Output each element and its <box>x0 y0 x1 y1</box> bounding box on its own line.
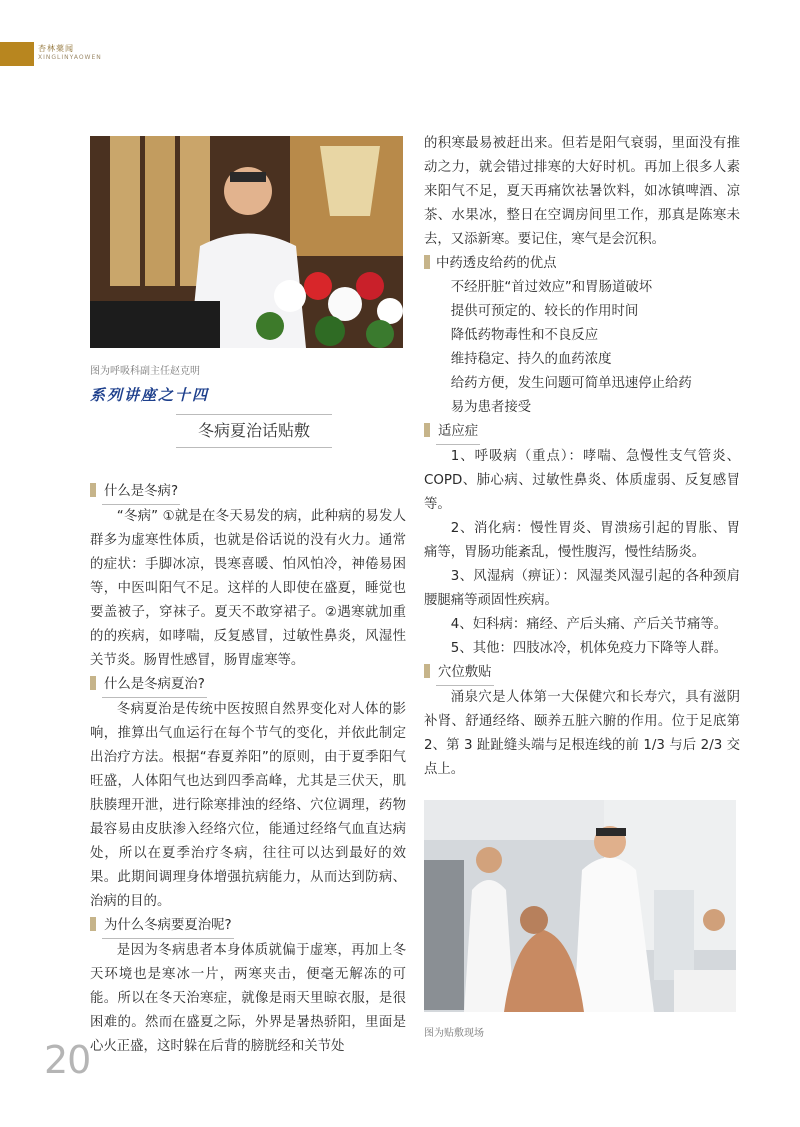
lecture-photo <box>90 136 403 348</box>
article-title: 冬病夏治话贴敷 <box>176 414 332 448</box>
list-item: 提供可预定的、较长的作用时间 <box>450 304 639 319</box>
list-item: 5、其他：四肢冰冷，机体免疫力下降等人群。 <box>450 641 728 656</box>
paragraph: 是因为冬病患者本身体质就偏于虚寒，再加上冬天环境也是寒冰一片，两寒夹击，便毫无解冻的可能。所以在冬天治寒症，就像是雨天里晾衣服，是很困难的。然而在盛夏之际，外界是暑热骄阳，里面是心火正盛，这时躲在后背的膀胱经和关节处 <box>90 943 406 1054</box>
heading-marker <box>424 664 430 678</box>
header-color-bar <box>0 42 34 66</box>
right-column <box>424 132 740 782</box>
list-item: 3、风湿病（痹证）：风湿类风湿引起的各种颈肩腰腿痛等顽固性疾病。 <box>424 569 740 608</box>
heading-marker <box>424 423 430 437</box>
section-heading: 什么是冬病夏治? <box>90 673 406 698</box>
list-item: 维持稳定、持久的血药浓度 <box>450 352 612 367</box>
magazine-name: 杏林薬闻 <box>38 44 74 53</box>
section-heading: 为什么冬病要夏治呢? <box>90 914 406 939</box>
list-item: 易为患者接受 <box>450 400 532 415</box>
heading-marker <box>424 255 430 269</box>
section-heading: 穴位敷贴 <box>424 661 740 686</box>
paragraph: 的积寒最易被赶出来。但若是阳气衰弱，里面没有推动之力，就会错过排寒的大好时机。再加上很多人素来阳气不足，夏天再痛饮祛暑饮料，如冰镇啤酒、凉茶、水果冰，整日在空调房间里工作，那真是陈寒未去，又添新寒。要记住，寒气是会沉积。 <box>424 136 740 247</box>
heading-marker <box>90 917 96 931</box>
section-heading: 什么是冬病? <box>90 480 406 505</box>
heading-marker <box>90 483 96 497</box>
page-number: 20 <box>44 1038 91 1082</box>
list-item: 2、消化病：慢性胃炎、胃溃疡引起的胃胀、胃痛等，胃肠功能紊乱，慢性腹泻，慢性结肠炎。 <box>424 521 740 560</box>
list-item: 给药方便，发生问题可简单迅速停止给药 <box>450 376 692 391</box>
section-heading: 中药透皮给药的优点 <box>424 252 740 276</box>
heading-marker <box>90 676 96 690</box>
list-item: 4、妇科病：痛经、产后头痛、产后关节痛等。 <box>450 617 728 632</box>
paragraph: 涌泉穴是人体第一大保健穴和长寿穴，具有滋阴补肾、舒通经络、颐养五脏六腑的作用。位于足底第 2、第 3 趾趾缝头端与足根连线的前 1/3 与后 2/3 交点上。 <box>424 690 740 777</box>
treatment-photo <box>424 800 736 1012</box>
section-heading: 适应症 <box>424 420 740 445</box>
top-photo-caption: 图为呼吸科副主任赵克明 <box>90 366 200 377</box>
paragraph: 冬病夏治是传统中医按照自然界变化对人体的影响，推算出气血运行在每个节气的变化，并依此制定出治疗方法。根据“春夏养阳”的原则，由于夏季阳气旺盛，人体阳气也达到四季高峰，尤其是三伏天，肌肤腠理开泄，进行除寒排浊的经络、穴位调理，药物最容易由皮肤渗入经络穴位，能通过经络气血直达病处，所以在夏季治疗冬病，往往可以达到最好的效果。此期间调理身体增强抗病能力，从而达到防病、治病的目的。 <box>90 702 406 909</box>
paragraph: “冬病” ①就是在冬天易发的病，此种病的易发人群多为虚寒性体质，也就是俗话说的没有火力。通常的症状：手脚冰凉，畏寒喜暖、怕风怕冷，神倦易困等，中医叫阳气不足。这样的人即使在盛夏，睡觉也要盖被子，穿袜子。夏天不敢穿裙子。②遇寒就加重的的疾病，如哮喘，反复感冒，过敏性鼻炎，风湿性关节炎。肠胃性感冒，肠胃虚寒等。 <box>90 509 406 668</box>
left-column <box>90 480 406 1059</box>
bottom-photo-caption: 图为贴敷现场 <box>424 1028 484 1039</box>
list-item: 1、呼吸病（重点）：哮喘、急慢性支气管炎、COPD、肺心病、过敏性鼻炎、体质虚弱、反复感冒等。 <box>424 449 740 512</box>
list-item: 降低药物毒性和不良反应 <box>450 328 599 343</box>
magazine-name-pinyin: XINGLINYAOWEN <box>38 54 102 61</box>
list-item: 不经肝脏“首过效应”和胃肠道破坏 <box>450 280 653 295</box>
series-title: 系列讲座之十四 <box>90 386 210 404</box>
